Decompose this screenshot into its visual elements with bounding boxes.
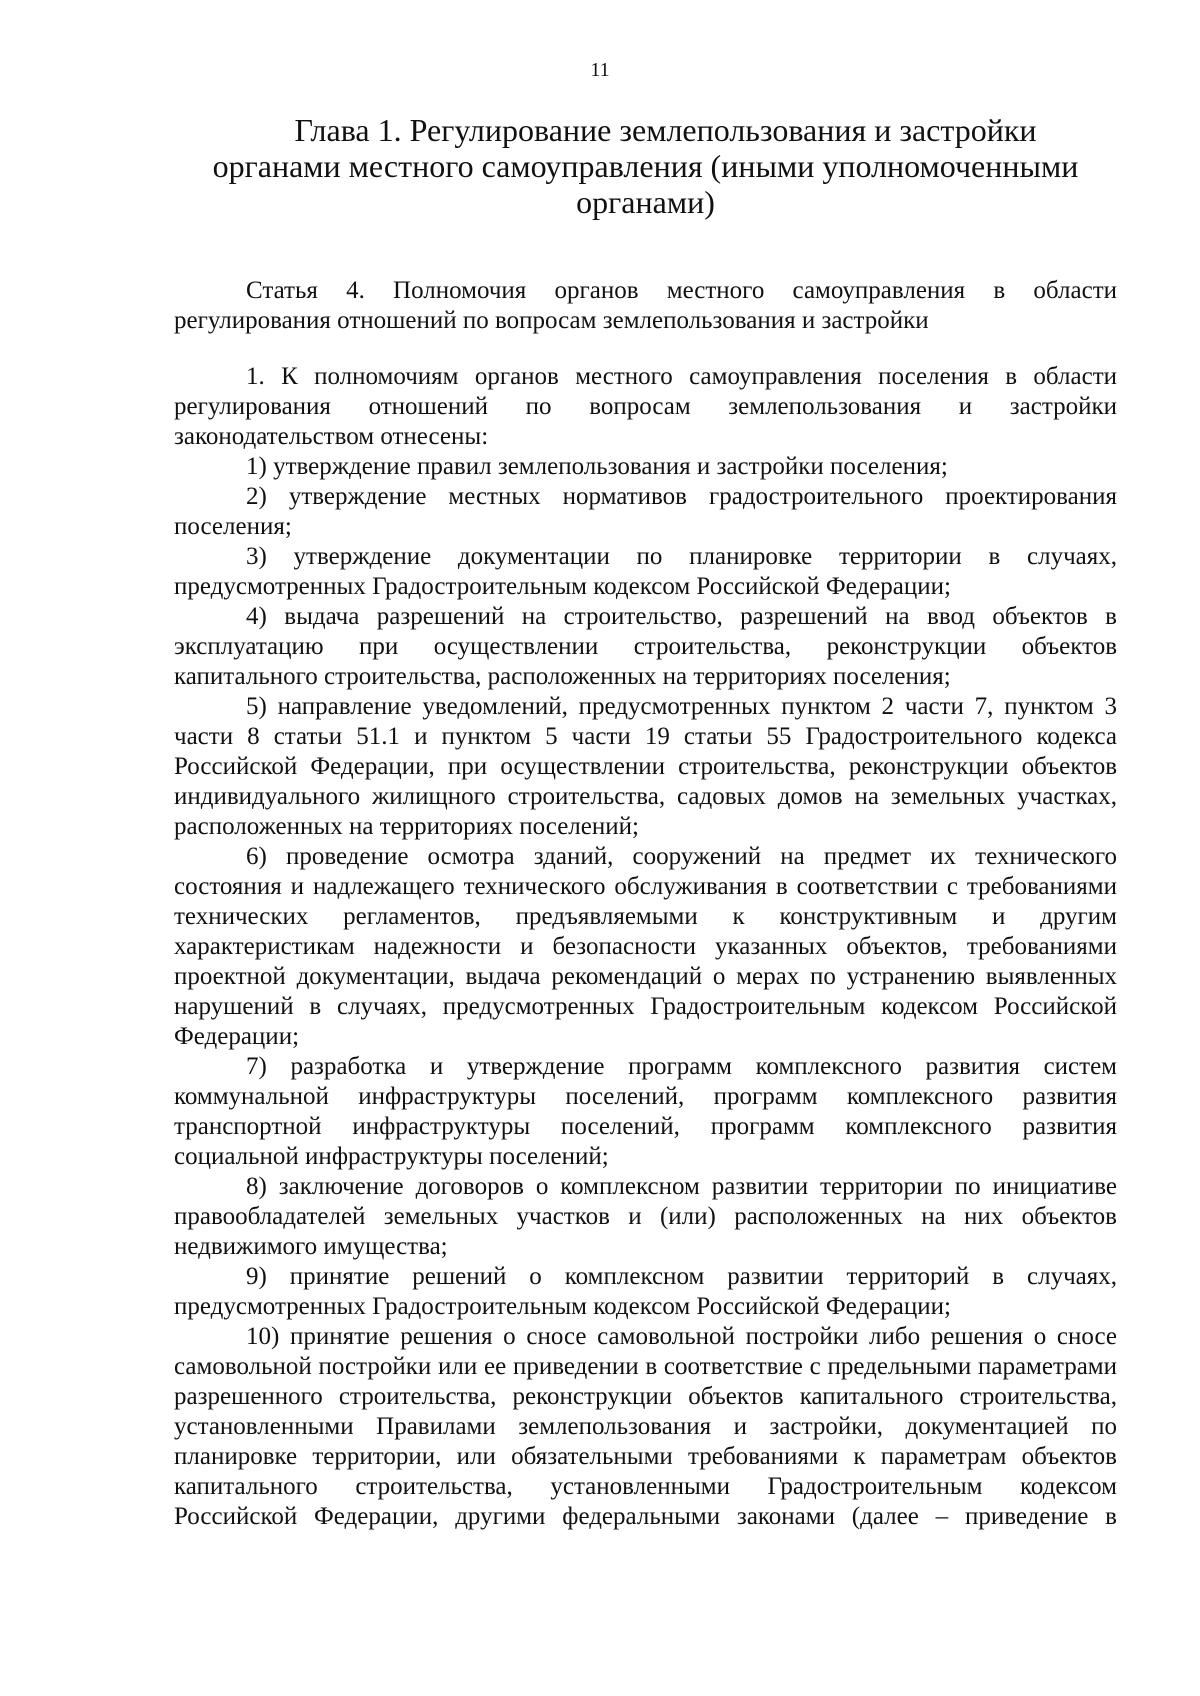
article-title: Статья 4. Полномочия органов местного самоуправления в области регулирования отношений по вопросам землепользования и застройки [174, 277, 1117, 334]
list-item-8: 8) заключение договоров о комплексном развитии территории по инициативе правообладателей земельных участков и (или) расположенных на них объектов недвижимого имущества; [174, 1173, 1117, 1260]
list-item-1: 1) утверждение правил землепользования и застройки поселения; [246, 453, 948, 480]
document-body [174, 112, 1117, 1532]
list-item-9: 9) принятие решений о комплексном развитии территорий в случаях, предусмотренных Градостроительным кодексом Российской Федерации; [174, 1263, 1117, 1320]
paragraph-1-intro: 1. К полномочиям органов местного самоуправления поселения в области регулирования отношений по вопросам землепользования и застройки законодательством отнесены: [174, 363, 1117, 450]
list-item-5: 5) направление уведомлений, предусмотренных пунктом 2 части 7, пунктом 3 части 8 статьи 51.1 и пунктом 5 части 19 статьи 55 Градостроительного кодекса Российской Федерации, при осуществлении строительства, реконструкции объектов индивидуального жилищного строительства, садовых домов на земельных участках, расположенных на территориях поселений; [174, 693, 1117, 840]
list-item-6: 6) проведение осмотра зданий, сооружений на предмет их технического состояния и надлежащего технического обслуживания в соответствии с требованиями технических регламентов, предъявляемыми к конструктивным и другим характеристикам надежности и безопасности указанных объектов, требованиями проектной документации, выдача рекомендаций о мерах по устранению выявленных нарушений в случаях, предусмотренных Градостроительным кодексом Российской Федерации; [174, 843, 1117, 1050]
list-item-7: 7) разработка и утверждение программ комплексного развития систем коммунальной инфраструктуры поселений, программ комплексного развития транспортной инфраструктуры поселений, программ комплексного развития социальной инфраструктуры поселений; [174, 1053, 1117, 1170]
chapter-title-line-2: органами местного самоуправления (иными уполномоченными [212, 148, 1079, 184]
list-item-2: 2) утверждение местных нормативов градостроительного проектирования поселения; [174, 483, 1117, 540]
chapter-title-line-1: Глава 1. Регулирование землепользования и застройки [294, 112, 1037, 148]
page-number: 11 [590, 59, 610, 81]
list-item-4: 4) выдача разрешений на строительство, разрешений на ввод объектов в эксплуатацию при осуществлении строительства, реконструкции объектов капитального строительства, расположенных на территориях поселения; [174, 603, 1117, 690]
chapter-title [174, 112, 1117, 220]
chapter-title-line-3: органами) [576, 184, 715, 220]
list-item-3: 3) утверждение документации по планировке территории в случаях, предусмотренных Градостроительным кодексом Российской Федерации; [174, 543, 1117, 600]
article-text [174, 362, 1117, 1532]
list-item-10: 10) принятие решения о сносе самовольной постройки либо решения о сносе самовольной постройки или ее приведении в соответствие с предельными параметрами разрешенного строительства, реконструкции объектов капитального строительства, установленными Правилами землепользования и застройки, документацией по планировке территории, или обязательными требованиями к параметрам объектов капитального строительства, установленными Градостроительным кодексом Российской Федерации, другими федеральными законами (далее – приведение в [174, 1323, 1117, 1530]
